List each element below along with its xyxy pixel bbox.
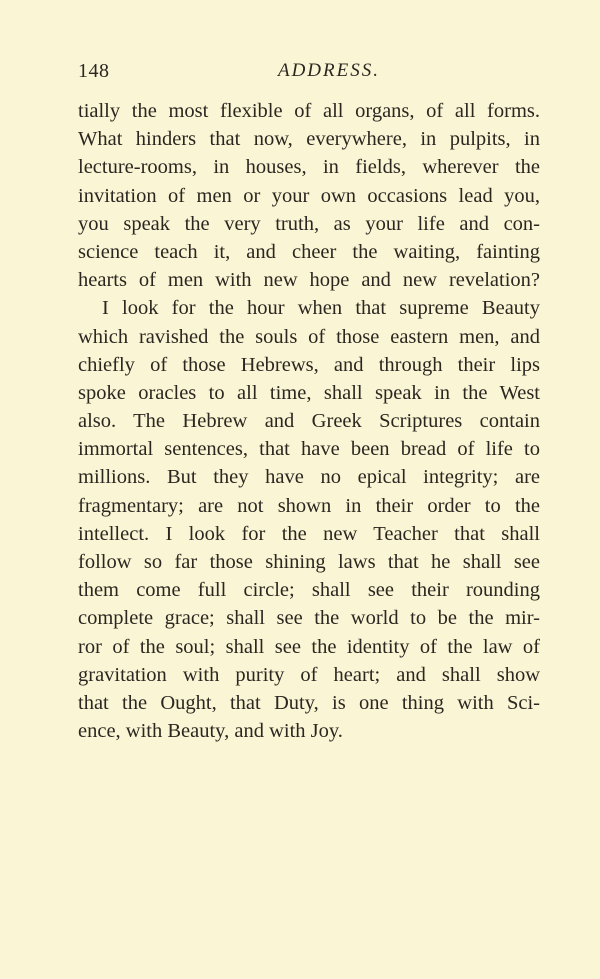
paragraph-2 [78,294,540,745]
text-line: fragmentary; are not shown in their order to the [78,494,540,517]
text-line: hearts of men with new hope and new revelation? [78,269,540,292]
page-header [78,60,540,90]
text-line: spoke oracles to all time, shall speak in the West [78,381,540,404]
text-line: them come full circle; shall see their rounding [78,579,540,602]
text-line: complete grace; shall see the world to be the mir- [78,607,540,630]
paragraph-1 [78,97,540,294]
body-text [78,97,540,745]
text-line: What hinders that now, everywhere, in pulpits, in [78,128,540,151]
text-line: gravitation with purity of heart; and shall show [78,663,540,686]
text-line: immortal sentences, that have been bread of life to [78,438,540,461]
text-line: ence, with Beauty, and with Joy. [78,720,343,743]
text-line: you speak the very truth, as your life and con- [78,212,540,235]
text-line: invitation of men or your own occasions lead you, [78,184,540,207]
text-line: which ravished the souls of those eastern men, and [78,325,540,348]
text-line: I look for the hour when that supreme Beauty [102,297,540,320]
text-line: also. The Hebrew and Greek Scriptures contain [78,410,540,433]
text-line: ror of the soul; shall see the identity of the law of [78,635,540,658]
page-number: 148 [78,60,110,82]
text-line: lecture-rooms, in houses, in fields, wherever the [78,156,540,179]
text-line: chiefly of those Hebrews, and through their lips [78,353,540,376]
text-line: tially the most flexible of all organs, of all forms. [78,100,540,122]
text-line: science teach it, and cheer the waiting, fainting [78,240,540,263]
text-line: intellect. I look for the new Teacher that shall [78,522,540,545]
text-line: that the Ought, that Duty, is one thing with Sci- [78,691,540,714]
running-head: ADDRESS. [277,60,380,81]
text-line: follow so far those shining laws that he shall see [78,551,540,573]
text-line: millions. But they have no epical integrity; are [78,466,540,489]
